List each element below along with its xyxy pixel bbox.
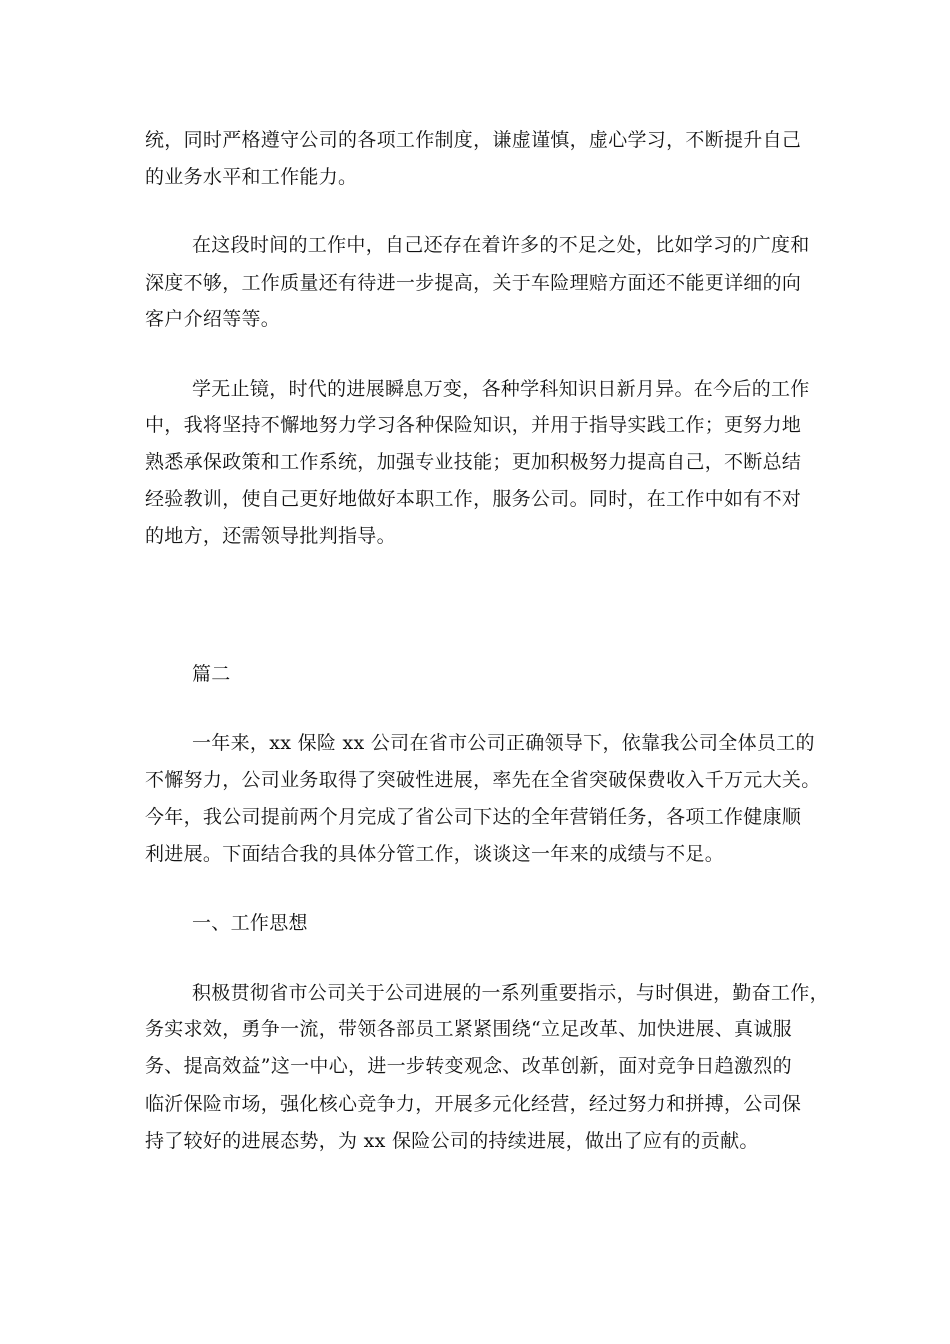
paragraph-4-line-3: 今年，我公司提前两个月完成了省公司下达的全年营销任务，各项工作健康顺	[145, 806, 802, 828]
paragraph-5-line-4: 临沂保险市场，强化核心竞争力，开展多元化经营，经过努力和拼搏，公司保	[145, 1093, 802, 1115]
paragraph-5-line-3: 务、提高效益”这一中心，进一步转变观念、改革创新，面对竞争日趋激烈的	[145, 1055, 792, 1077]
paragraph-3-line-4: 经验教训，使自己更好地做好本职工作，服务公司。同时，在工作中如有不对	[145, 488, 802, 510]
paragraph-4-line-4: 利进展。下面结合我的具体分管工作，谈谈这一年来的成绩与不足。	[145, 843, 725, 865]
paragraph-5-line-5: 持了较好的进展态势，为 xx 保险公司的持续进展，做出了应有的贡献。	[145, 1130, 759, 1152]
subheading-work-thinking: 一、工作思想	[192, 912, 308, 934]
paragraph-4-line-1: 一年来，xx 保险 xx 公司在省市公司正确领导下，依靠我公司全体员工的	[192, 732, 815, 754]
paragraph-5-line-2: 务实求效，勇争一流，带领各部员工紧紧围绕“立足改革、加快进展、真诚服	[145, 1018, 792, 1040]
paragraph-4-line-2: 不懈努力，公司业务取得了突破性进展，率先在全省突破保费收入千万元大关。	[145, 769, 821, 791]
paragraph-3-line-3: 熟悉承保政策和工作系统，加强专业技能；更加积极努力提高自己，不断总结	[145, 451, 802, 473]
paragraph-1-line-1: 统，同时严格遵守公司的各项工作制度，谦虚谨慎，虚心学习，不断提升自己	[145, 129, 802, 151]
section-heading: 篇二	[192, 663, 231, 685]
paragraph-5-line-1: 积极贯彻省市公司关于公司进展的一系列重要指示，与时俱进，勤奋工作，	[192, 982, 829, 1004]
paragraph-3-line-1: 学无止镜，时代的进展瞬息万变，各种学科知识日新月异。在今后的工作	[192, 378, 810, 400]
paragraph-2-line-2: 深度不够，工作质量还有待进一步提高，关于车险理赔方面还不能更详细的向	[145, 272, 802, 294]
paragraph-3-line-5: 的地方，还需领导批判指导。	[145, 525, 396, 547]
paragraph-3-line-2: 中，我将坚持不懈地努力学习各种保险知识，并用于指导实践工作；更努力地	[145, 414, 802, 436]
paragraph-2-line-1: 在这段时间的工作中，自己还存在着许多的不足之处，比如学习的广度和	[192, 234, 810, 256]
paragraph-1-line-2: 的业务水平和工作能力。	[145, 166, 358, 188]
paragraph-2-line-3: 客户介绍等等。	[145, 308, 281, 330]
